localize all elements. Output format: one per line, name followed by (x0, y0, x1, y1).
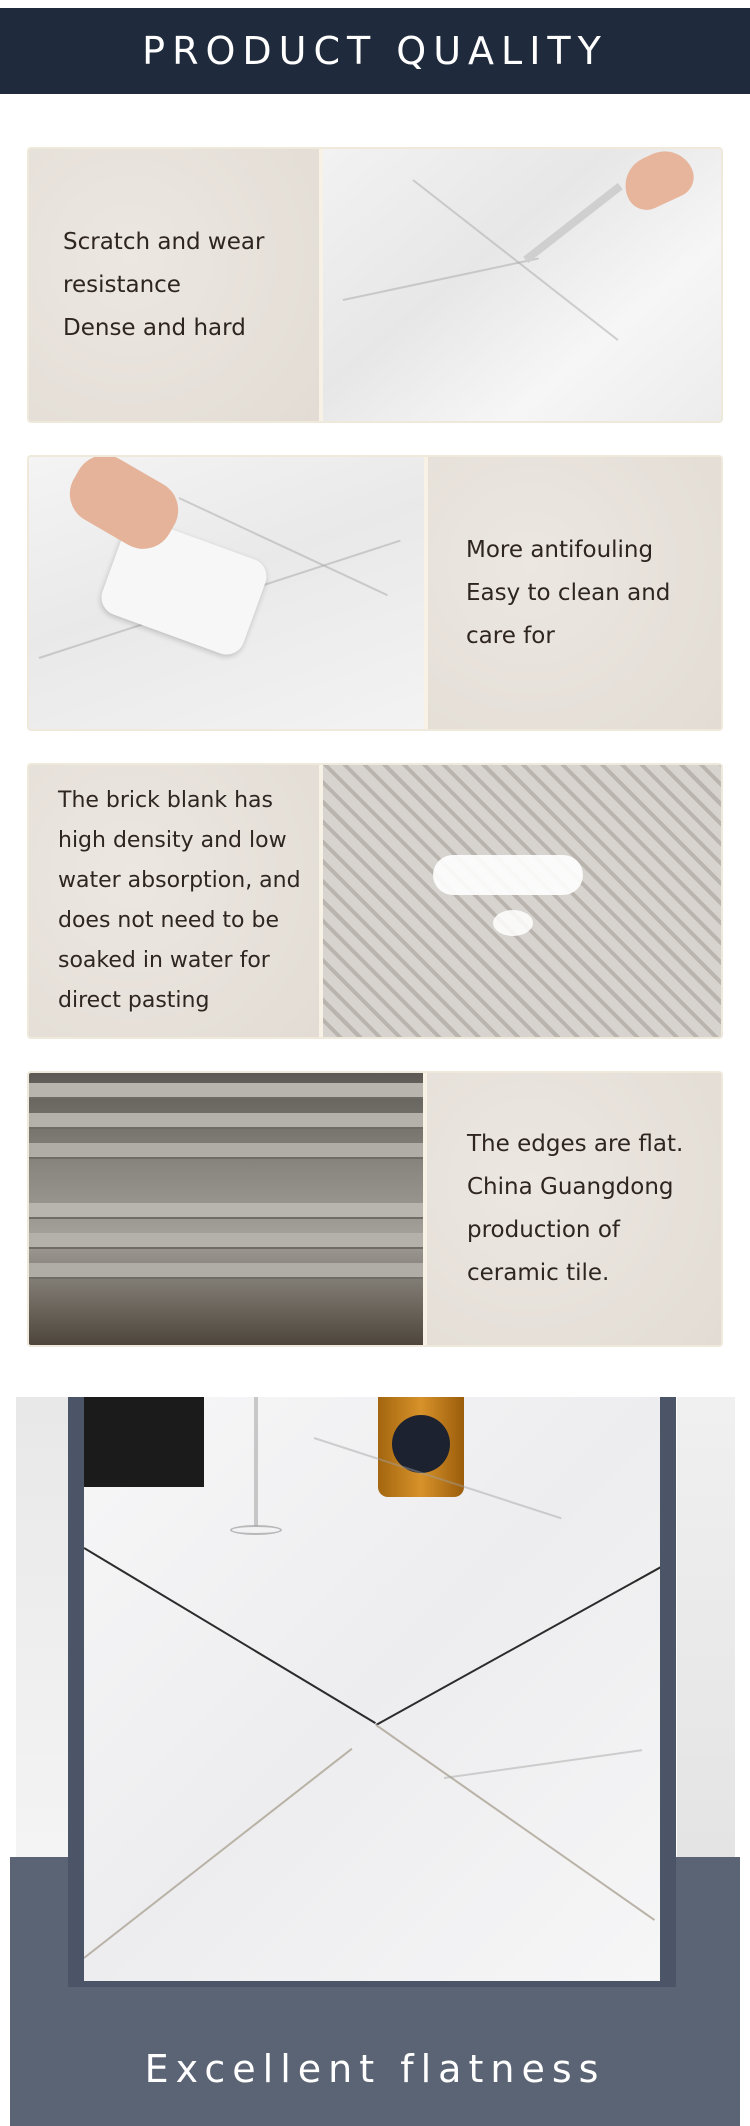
feature-card-flat-edges (27, 1071, 723, 1347)
header-banner (0, 8, 750, 94)
tile-back-image (323, 765, 721, 1037)
tile-seam (84, 1547, 376, 1724)
feature-text: More antifouling Easy to clean and care for (466, 536, 671, 649)
side-photo-right (677, 1397, 735, 1857)
book-icon (84, 1397, 204, 1487)
feature-text: The brick blank has high density and low water absorption, and does not need to be soaked in water for direct pasting (58, 788, 301, 1013)
wiping-tile-image (29, 457, 424, 729)
feature-text: The edges are flat. China Guangdong production of ceramic tile. (467, 1131, 684, 1286)
tile-edges-image (29, 1073, 423, 1345)
side-photo-left (16, 1397, 68, 1857)
knife-on-tile-image (323, 149, 721, 421)
water-drop-icon (433, 855, 583, 895)
marble-tiles-photo (84, 1397, 660, 1981)
tile-seam (84, 1748, 353, 1959)
feature-text-panel (29, 765, 319, 1037)
feature-text-panel (427, 1073, 721, 1345)
feature-text-panel (428, 457, 721, 729)
feature-text-panel (29, 149, 319, 421)
wine-glass-base (230, 1525, 282, 1535)
feature-card-low-absorption (27, 763, 723, 1039)
tile-seam (376, 1559, 660, 1726)
feature-text: Scratch and wear resistance Dense and hard (63, 228, 265, 341)
photo-frame (68, 1397, 676, 1987)
wine-glass-icon (254, 1397, 258, 1527)
feature-card-scratch-resistance (27, 147, 723, 423)
feature-card-antifouling (27, 455, 723, 731)
flatness-section (0, 1397, 750, 2126)
knife-icon (523, 183, 622, 263)
flatness-title: Excellent flatness (144, 2047, 606, 2091)
hand-icon (616, 149, 701, 216)
page-title: PRODUCT QUALITY (142, 29, 608, 73)
water-drop-icon (493, 910, 533, 936)
